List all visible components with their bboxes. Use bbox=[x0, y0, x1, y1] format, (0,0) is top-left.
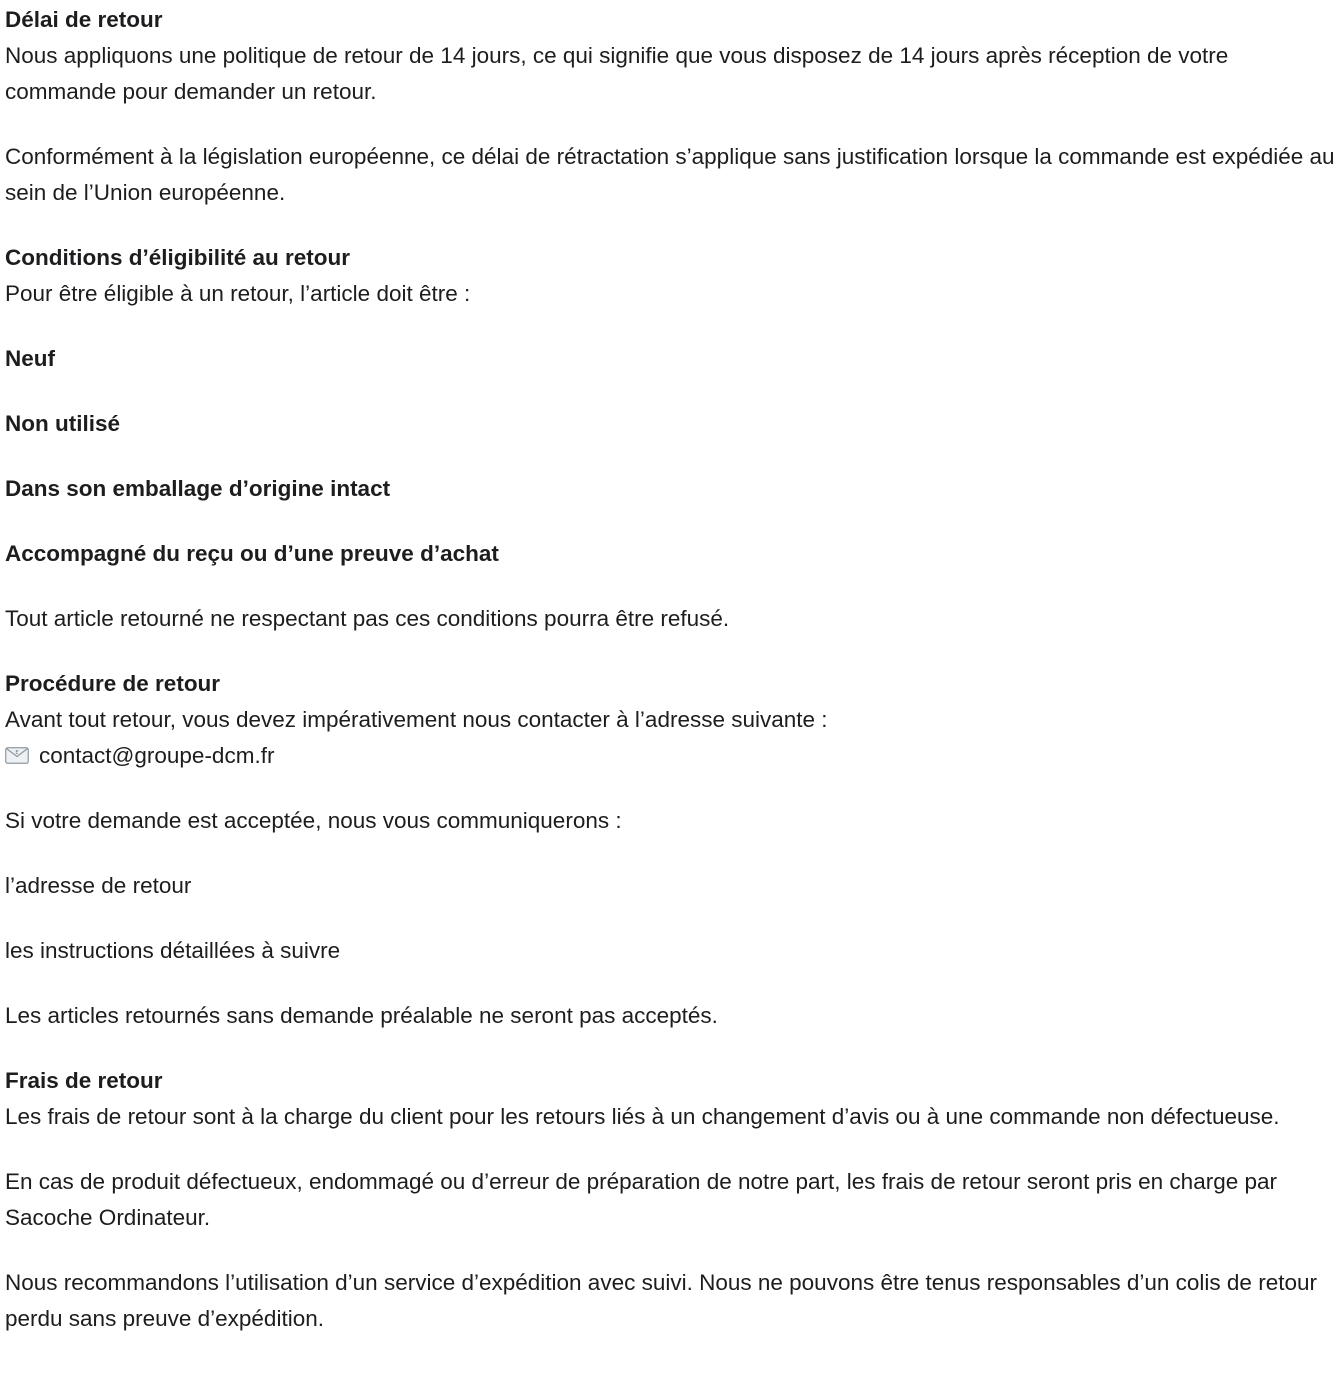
section-frais bbox=[5, 1063, 1335, 1135]
section-conditions bbox=[5, 240, 1335, 312]
paragraph: Conformément à la législation européenne, ce délai de rétractation s’applique sans justification lorsque la commande est expédiée au sein de l’Union européenne. bbox=[5, 144, 1335, 205]
condition-item: Neuf bbox=[5, 346, 55, 371]
paragraph: Avant tout retour, vous devez impérativement nous contacter à l’adresse suivante : bbox=[5, 707, 828, 732]
envelope-icon bbox=[5, 747, 29, 764]
paragraph: Si votre demande est acceptée, nous vous communiquerons : bbox=[5, 808, 622, 833]
section-procedure bbox=[5, 666, 1335, 774]
procedure-item: l’adresse de retour bbox=[5, 873, 192, 898]
paragraph: Tout article retourné ne respectant pas ces conditions pourra être refusé. bbox=[5, 606, 730, 631]
section-delai bbox=[5, 2, 1335, 110]
condition-item: Dans son emballage d’origine intact bbox=[5, 476, 391, 501]
contact-email[interactable]: contact@groupe-dcm.fr bbox=[39, 743, 275, 768]
paragraph: Les frais de retour sont à la charge du client pour les retours liés à un changement d’avis ou à une commande non défectueuse. bbox=[5, 1104, 1280, 1129]
section-title: Délai de retour bbox=[5, 7, 163, 32]
paragraph: Les articles retournés sans demande préalable ne seront pas acceptés. bbox=[5, 1003, 718, 1028]
section-title: Conditions d’éligibilité au retour bbox=[5, 245, 351, 270]
procedure-item: les instructions détaillées à suivre bbox=[5, 938, 341, 963]
condition-item: Accompagné du reçu ou d’une preuve d’achat bbox=[5, 541, 499, 566]
paragraph: Nous appliquons une politique de retour de 14 jours, ce qui signifie que vous disposez de 14 jours après réception de votre commande pour demander un retour. bbox=[5, 43, 1229, 104]
paragraph-block bbox=[5, 1164, 1335, 1236]
paragraph-block bbox=[5, 139, 1335, 211]
condition-item: Non utilisé bbox=[5, 411, 121, 436]
section-title: Frais de retour bbox=[5, 1068, 163, 1093]
svg-text:E: E bbox=[15, 749, 19, 756]
paragraph: En cas de produit défectueux, endommagé ou d’erreur de préparation de notre part, les frais de retour seront pris en charge par Sacoche Ordinateur. bbox=[5, 1169, 1277, 1230]
paragraph: Pour être éligible à un retour, l’article doit être : bbox=[5, 281, 471, 306]
section-title: Procédure de retour bbox=[5, 671, 221, 696]
email-line bbox=[5, 738, 1335, 774]
paragraph: Nous recommandons l’utilisation d’un service d’expédition avec suivi. Nous ne pouvons être tenus responsables d’un colis de retour perdu sans preuve d’expédition. bbox=[5, 1270, 1317, 1331]
paragraph-block bbox=[5, 1265, 1335, 1337]
